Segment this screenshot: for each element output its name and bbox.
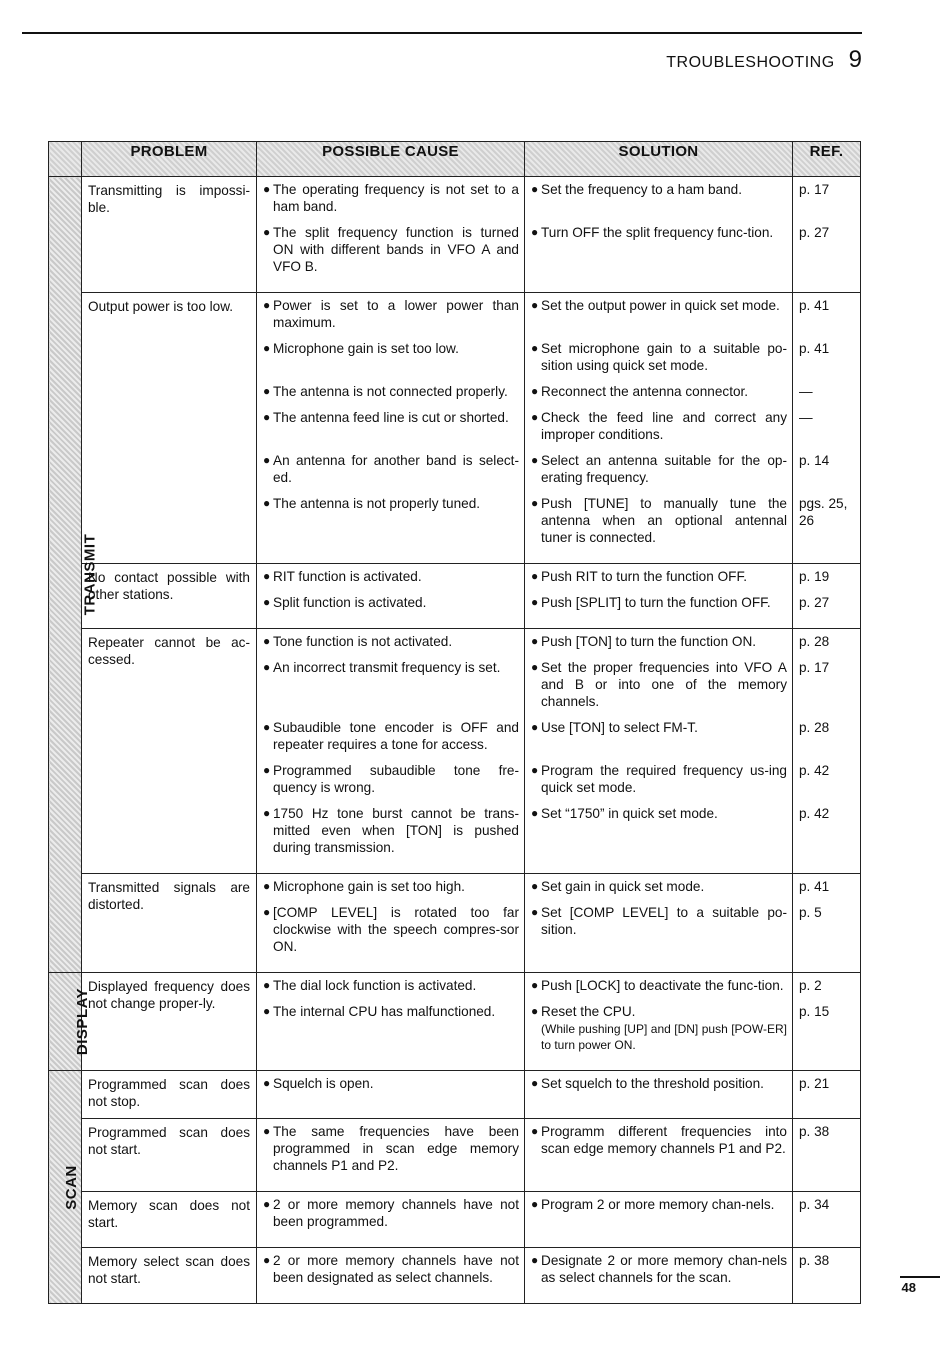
table-row [49, 564, 861, 629]
solution-item-content [541, 1003, 787, 1053]
ref-value: p. 28 [799, 720, 830, 735]
bullet-icon: ● [263, 298, 271, 312]
solution-item [531, 568, 787, 585]
bullet-icon: ● [263, 453, 271, 467]
troubleshooting-table-wrap [48, 141, 860, 1304]
section-label: SCAN [62, 1164, 80, 1210]
solution-cell [525, 1119, 793, 1192]
cause-item [263, 1196, 519, 1230]
cause-cell [257, 1071, 525, 1119]
cause-item-text: The dial lock function is activated. [273, 978, 477, 993]
cause-cell [257, 293, 525, 564]
table-row [49, 177, 861, 293]
troubleshooting-table [48, 141, 861, 1304]
solution-item-text: Reconnect the antenna connector. [541, 384, 749, 399]
ref-cell [793, 564, 861, 629]
ref-value: p. 27 [799, 225, 830, 240]
cause-cell [257, 874, 525, 973]
cause-cell [257, 973, 525, 1071]
ref-cell [793, 874, 861, 973]
bullet-icon: ● [263, 978, 271, 992]
bullet-icon: ● [263, 763, 271, 777]
bullet-icon: ● [531, 1004, 539, 1018]
solution-item [531, 1123, 787, 1174]
solution-note: (While pushing [UP] and [DN] push [POW-ER] to turn power ON. [541, 1022, 787, 1052]
cause-item-text: Split function is activated. [273, 595, 427, 610]
header-corner [49, 142, 82, 177]
ref-value: p. 42 [799, 806, 830, 821]
solution-item [531, 1003, 787, 1053]
section-label: TRANSMIT [81, 533, 99, 616]
bullet-icon: ● [531, 763, 539, 777]
cause-cell [257, 177, 525, 293]
bullet-icon: ● [531, 720, 539, 734]
bullet-icon: ● [531, 341, 539, 355]
column-header-solution: SOLUTION [525, 142, 793, 177]
table-row [49, 874, 861, 973]
bullet-icon: ● [263, 341, 271, 355]
bullet-icon: ● [531, 410, 539, 424]
ref-value: p. 38 [799, 1124, 830, 1139]
bullet-icon: ● [531, 384, 539, 398]
solution-cell [525, 1248, 793, 1304]
solution-item-text: Push [LOCK] to deactivate the func-tion. [541, 978, 784, 993]
bullet-icon: ● [263, 496, 271, 510]
bullet-icon: ● [531, 1197, 539, 1211]
solution-item [531, 409, 787, 443]
cause-item [263, 659, 519, 710]
page-number-rule [900, 1276, 940, 1278]
solution-item [531, 762, 787, 796]
cause-item-text: The antenna is not connected properly. [273, 384, 508, 399]
cause-item-text: The operating frequency is not set to a ham band. [273, 182, 519, 214]
solution-item-text: Program the required frequency us-ing quick set mode. [541, 763, 787, 795]
cause-item-text: An antenna for another band is select-ed. [273, 453, 519, 485]
bullet-icon: ● [263, 879, 271, 893]
bullet-icon: ● [531, 1253, 539, 1267]
solution-item-text: Set “1750” in quick set mode. [541, 806, 718, 821]
bullet-icon: ● [263, 1076, 271, 1090]
bullet-icon: ● [531, 569, 539, 583]
bullet-icon: ● [531, 1076, 539, 1090]
solution-cell [525, 1192, 793, 1248]
ref-value: p. 5 [799, 905, 822, 920]
cause-item [263, 297, 519, 331]
table-row [49, 293, 861, 564]
ref-value: p. 42 [799, 763, 830, 778]
problem-cell: Displayed frequency does not change proper-ly. [82, 973, 257, 1071]
cause-item [263, 878, 519, 895]
section-label-cell [49, 973, 92, 1071]
ref-cell [793, 1071, 861, 1119]
ref-cell [793, 1192, 861, 1248]
table-row [49, 1119, 861, 1192]
cause-item [263, 181, 519, 215]
solution-item [531, 340, 787, 374]
solution-cell [525, 177, 793, 293]
table-header-row [49, 142, 861, 177]
bullet-icon: ● [263, 1253, 271, 1267]
solution-item [531, 878, 787, 895]
cause-item-text: RIT function is activated. [273, 569, 422, 584]
ref-cell [793, 1119, 861, 1192]
problem-cell: Output power is too low. [82, 293, 257, 564]
solution-item [531, 1196, 787, 1230]
solution-item-text: Set [COMP LEVEL] to a suitable po-sition. [541, 905, 787, 937]
solution-item-text: Set the frequency to a ham band. [541, 182, 743, 197]
section-label-cell [49, 177, 99, 973]
cause-item-text: Subaudible tone encoder is OFF and repeater requires a tone for access. [273, 720, 519, 752]
ref-value: p. 28 [799, 634, 830, 649]
solution-item-text: Use [TON] to select FM-T. [541, 720, 698, 735]
solution-item-text: Programm different frequencies into scan edge memory channels P1 and P2. [541, 1124, 787, 1156]
cause-item [263, 762, 519, 796]
cause-cell [257, 1119, 525, 1192]
cause-item [263, 1252, 519, 1286]
cause-item-text: [COMP LEVEL] is rotated too far clockwise with the speech compres-sor ON. [273, 905, 519, 954]
solution-item-text: Push [TON] to turn the function ON. [541, 634, 757, 649]
ref-value: p. 41 [799, 879, 830, 894]
ref-value: p. 14 [799, 453, 830, 468]
cause-item-text: Power is set to a lower power than maximum. [273, 298, 519, 330]
table-row [49, 973, 861, 1071]
solution-cell [525, 973, 793, 1071]
bullet-icon: ● [531, 182, 539, 196]
ref-value: pgs. 25, 26 [799, 496, 848, 528]
problem-cell: Memory scan does not start. [82, 1192, 257, 1248]
problem-cell: Programmed scan does not stop. [82, 1071, 257, 1119]
solution-item-text: Push [TUNE] to manually tune the antenna when an optional antennal tuner is connected. [541, 496, 787, 545]
cause-item-text: Microphone gain is set too high. [273, 879, 465, 894]
solution-item-text: Set the output power in quick set mode. [541, 298, 780, 313]
chapter-number: 9 [848, 46, 862, 73]
solution-item [531, 495, 787, 546]
cause-item [263, 1003, 519, 1053]
bullet-icon: ● [263, 905, 271, 919]
ref-value: p. 41 [799, 298, 830, 313]
cause-item [263, 409, 519, 443]
problem-cell: Programmed scan does not start. [82, 1119, 257, 1192]
solution-item-text: Set microphone gain to a suitable po-sition using quick set mode. [541, 341, 787, 373]
column-header-problem: PROBLEM [82, 142, 257, 177]
cause-cell [257, 629, 525, 874]
solution-item [531, 1075, 787, 1092]
ref-cell [793, 973, 861, 1071]
bullet-icon: ● [531, 634, 539, 648]
page-title: TROUBLESHOOTING [666, 54, 835, 71]
cause-item [263, 977, 519, 994]
cause-item [263, 383, 519, 400]
solution-item [531, 452, 787, 486]
bullet-icon: ● [263, 410, 271, 424]
cause-cell [257, 564, 525, 629]
top-rule [22, 32, 862, 34]
cause-item [263, 904, 519, 955]
cause-item [263, 452, 519, 486]
bullet-icon: ● [263, 1124, 271, 1138]
ref-value: p. 21 [799, 1076, 830, 1091]
solution-item [531, 719, 787, 753]
ref-value: p. 17 [799, 182, 830, 197]
solution-item-text: Check the feed line and correct any improper conditions. [541, 410, 787, 442]
solution-item-text: Set gain in quick set mode. [541, 879, 705, 894]
solution-item [531, 1252, 787, 1286]
ref-value: — [799, 410, 813, 425]
bullet-icon: ● [531, 660, 539, 674]
table-row [49, 1071, 861, 1119]
ref-value: p. 19 [799, 569, 830, 584]
bullet-icon: ● [531, 225, 539, 239]
cause-item [263, 1123, 519, 1174]
solution-cell [525, 1071, 793, 1119]
bullet-icon: ● [263, 595, 271, 609]
cause-item-text: An incorrect transmit frequency is set. [273, 660, 501, 675]
cause-item [263, 224, 519, 275]
ref-value: — [799, 384, 813, 399]
problem-cell: Transmitted signals are distorted. [82, 874, 257, 973]
solution-item [531, 805, 787, 856]
cause-item-text: 2 or more memory channels have not been programmed. [273, 1197, 519, 1229]
solution-cell [525, 874, 793, 973]
page-number: 48 [901, 1280, 916, 1295]
cause-item [263, 633, 519, 650]
cause-item-text: 2 or more memory channels have not been designated as select channels. [273, 1253, 519, 1285]
cause-item-text: Microphone gain is set too low. [273, 341, 459, 356]
solution-item-text: Push [SPLIT] to turn the function OFF. [541, 595, 771, 610]
ref-value: p. 34 [799, 1197, 830, 1212]
ref-cell [793, 629, 861, 874]
ref-cell [793, 177, 861, 293]
solution-item-text: Reset the CPU. [541, 1004, 636, 1019]
bullet-icon: ● [263, 634, 271, 648]
bullet-icon: ● [263, 1197, 271, 1211]
bullet-icon: ● [263, 660, 271, 674]
ref-value: p. 27 [799, 595, 830, 610]
bullet-icon: ● [263, 384, 271, 398]
bullet-icon: ● [263, 806, 271, 820]
table-row [49, 1248, 861, 1304]
cause-item-text: The split frequency function is turned ON with different bands in VFO A and VFO B. [273, 225, 519, 274]
ref-value: p. 17 [799, 660, 830, 675]
cause-item-text: 1750 Hz tone burst cannot be trans-mitted even when [TON] is pushed during transmission. [273, 806, 519, 855]
solution-item [531, 904, 787, 955]
cause-item-text: The antenna is not properly tuned. [273, 496, 481, 511]
ref-value: p. 2 [799, 978, 822, 993]
ref-cell [793, 293, 861, 564]
cause-item [263, 568, 519, 585]
bullet-icon: ● [531, 496, 539, 510]
solution-item [531, 181, 787, 215]
ref-value: p. 15 [799, 1004, 830, 1019]
cause-item [263, 340, 519, 374]
bullet-icon: ● [531, 595, 539, 609]
solution-item-text: Select an antenna suitable for the op-erating frequency. [541, 453, 787, 485]
solution-item-text: Set the proper frequencies into VFO A and B or into one of the memory channels. [541, 660, 787, 709]
cause-item [263, 495, 519, 546]
cause-item-text: The antenna feed line is cut or shorted. [273, 410, 509, 425]
bullet-icon: ● [263, 1004, 271, 1018]
bullet-icon: ● [531, 806, 539, 820]
bullet-icon: ● [263, 225, 271, 239]
section-label-cell [49, 1071, 82, 1304]
solution-item [531, 383, 787, 400]
page-header [666, 46, 862, 74]
cause-cell [257, 1248, 525, 1304]
solution-cell [525, 629, 793, 874]
cause-item [263, 719, 519, 753]
bullet-icon: ● [263, 569, 271, 583]
cause-item-text: The internal CPU has malfunctioned. [273, 1004, 496, 1019]
ref-value: p. 41 [799, 341, 830, 356]
solution-cell [525, 293, 793, 564]
solution-item-text: Turn OFF the split frequency func-tion. [541, 225, 774, 240]
bullet-icon: ● [531, 453, 539, 467]
column-header-ref: REF. [793, 142, 861, 177]
cause-item [263, 594, 519, 611]
problem-cell: Repeater cannot be ac-cessed. [82, 629, 257, 874]
solution-item [531, 297, 787, 331]
solution-item-text: Program 2 or more memory chan-nels. [541, 1197, 775, 1212]
solution-item-text: Set squelch to the threshold position. [541, 1076, 764, 1091]
problem-cell: Memory select scan does not start. [82, 1248, 257, 1304]
solution-cell [525, 564, 793, 629]
column-header-cause: POSSIBLE CAUSE [257, 142, 525, 177]
cause-item [263, 805, 519, 856]
cause-item-text: Programmed subaudible tone fre-quency is wrong. [273, 763, 519, 795]
solution-item [531, 977, 787, 994]
solution-item-text: Push RIT to turn the function OFF. [541, 569, 748, 584]
bullet-icon: ● [531, 1124, 539, 1138]
problem-cell: Transmitting is impossi-ble. [82, 177, 257, 293]
solution-item [531, 594, 787, 611]
bullet-icon: ● [263, 182, 271, 196]
bullet-icon: ● [531, 905, 539, 919]
solution-item [531, 224, 787, 275]
bullet-icon: ● [531, 298, 539, 312]
bullet-icon: ● [263, 720, 271, 734]
bullet-icon: ● [531, 978, 539, 992]
table-row [49, 1192, 861, 1248]
cause-item [263, 1075, 519, 1092]
bullet-icon: ● [531, 879, 539, 893]
table-body [49, 177, 861, 1304]
table-row [49, 629, 861, 874]
cause-item-text: The same frequencies have been programmed in scan edge memory channels P1 and P2. [273, 1124, 519, 1173]
cause-cell [257, 1192, 525, 1248]
ref-value: p. 38 [799, 1253, 830, 1268]
solution-item [531, 659, 787, 710]
solution-item-text: Designate 2 or more memory chan-nels as select channels for the scan. [541, 1253, 787, 1285]
ref-cell [793, 1248, 861, 1304]
solution-item [531, 633, 787, 650]
section-label: DISPLAY [74, 987, 92, 1056]
cause-item-text: Squelch is open. [273, 1076, 374, 1091]
problem-cell: No contact possible with other stations. [82, 564, 257, 629]
cause-item-text: Tone function is not activated. [273, 634, 453, 649]
